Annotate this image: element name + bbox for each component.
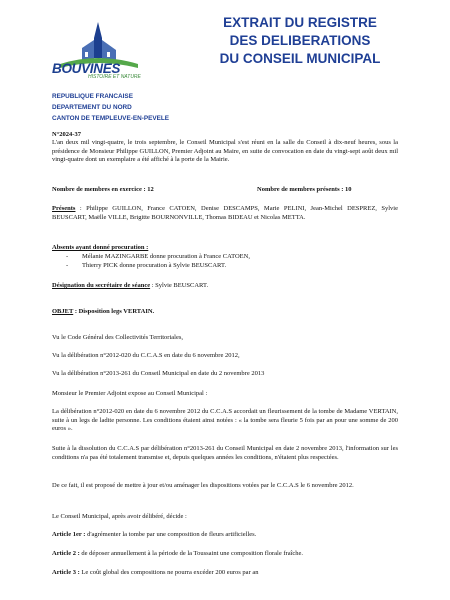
title-line-3: DU CONSEIL MUNICIPAL xyxy=(219,51,381,66)
article-1-label: Article 1er : xyxy=(52,531,86,538)
members-present: Nombre de membres présents : 10 xyxy=(257,186,352,193)
decision-line: Le Conseil Municipal, après avoir délibéré, décide : xyxy=(52,513,187,520)
absent-item: - Thierry PICK donne procuration à Sylvie BEUSCART. xyxy=(66,261,227,269)
title-line-2: DES DELIBERATIONS xyxy=(229,33,371,48)
article-3 xyxy=(52,569,398,578)
article-3-label: Article 3 : xyxy=(52,569,80,576)
deliberation-number: N°2024-37 xyxy=(52,131,81,138)
header-department: DEPARTEMENT DU NORD xyxy=(52,104,132,112)
logo-tagline: HISTOIRE ET NATURE xyxy=(88,74,141,80)
secretary-line xyxy=(52,282,208,291)
secretary-name: : Sylvie BEUSCART. xyxy=(150,282,209,289)
article-3-text: Le coût global des compositions ne pourra excéder 200 euros par an xyxy=(79,569,259,576)
visa-ccas-2012: Vu la délibération n°2012-020 du C.C.A.S en date du 6 novembre 2012, xyxy=(52,352,240,359)
absents-label: Absents ayant donné procuration : xyxy=(52,244,149,251)
paragraph-proposal: De ce fait, il est proposé de mettre à jour et/ou aménager les dispositions votées par le C.C.A.S le 6 novembre 2012. xyxy=(52,482,354,489)
paragraph-history: La délibération n°2012-020 en date du 6 novembre 2012 du C.C.A.S accordait un fleurissement de la tombe de Madame VERTAIN, suite à un legs de ladite personne. Les conditions étaient ainsi notées : « la tombe sera fleurie 5 fois par an pour une somme de 200 euros ». xyxy=(52,408,398,433)
presents-paragraph xyxy=(52,205,398,222)
administrative-header xyxy=(52,91,169,125)
visa-cgct: Vu le Code Général des Collectivités Territoriales, xyxy=(52,334,183,341)
article-2 xyxy=(52,550,398,559)
absents-list xyxy=(66,253,396,270)
article-2-label: Article 2 : xyxy=(52,550,80,557)
presents-label: Présents xyxy=(52,205,76,212)
members-in-exercise: Nombre de membres en exercice : 12 xyxy=(52,186,154,193)
header-canton: CANTON DE TEMPLEUVE-EN-PEVELE xyxy=(52,115,170,123)
secretary-label: Désignation du secrétaire de séance xyxy=(52,282,151,289)
object-line xyxy=(52,308,154,317)
header-republic: REPUBLIQUE FRANCAISE xyxy=(52,93,133,100)
title-line-1: EXTRAIT DU REGISTRE xyxy=(223,15,377,30)
article-1-text: d'agrémenter la tombe par une composition de fleurs artificielles. xyxy=(85,531,257,538)
article-1 xyxy=(52,531,398,540)
logo-brand xyxy=(52,62,152,80)
intro-paragraph: L'an deux mil vingt-quatre, le trois septembre, le Conseil Municipal s'est réuni en la salle du Conseil à dix-neuf heures, sous la présidence de Monsieur Philippe GUILLON, Premier Adjoint au Maire, en suite de convocation en date du vingt-sept août deux mil vingt-quatre dont un exemplaire a été affiché à la porte de la Mairie. xyxy=(52,139,398,164)
logo-brand-name: BOUVINES xyxy=(52,61,121,76)
document-title xyxy=(190,14,410,68)
paragraph-dissolution: Suite à la dissolution du C.C.A.S par délibération n°2013-261 du Conseil Municipal en date 2 novembre 2013, l'information sur les conditions n'a pas été totalement transmise et, depuis quelques années les conditions, n'étaient plus respectées. xyxy=(52,445,398,461)
visa-cm-2013: Vu la délibération n°2013-261 du Conseil Municipal en date du 2 novembre 2013 xyxy=(52,370,265,377)
presents-list: : Philippe GUILLON, France CATOEN, Denise DESCAMPS, Marie PELINI, Jean-Michel DESPREZ, Sylvie BEUSCART, Maëlle VILLE, Brigitte BOURNONVILLE, Thomas BIDEAU et Nicolas METTA. xyxy=(52,205,398,221)
expose-line: Monsieur le Premier Adjoint expose au Conseil Municipal : xyxy=(52,390,208,397)
article-2-text: de déposer annuellement à la période de la Toussaint une composition florale fraîche. xyxy=(79,550,304,557)
object-text: : Disposition legs VERTAIN. xyxy=(73,308,155,315)
absent-item: - Mélanie MAZINGARBE donne procuration à France CATOEN, xyxy=(66,253,250,260)
object-label: OBJET xyxy=(52,308,74,315)
